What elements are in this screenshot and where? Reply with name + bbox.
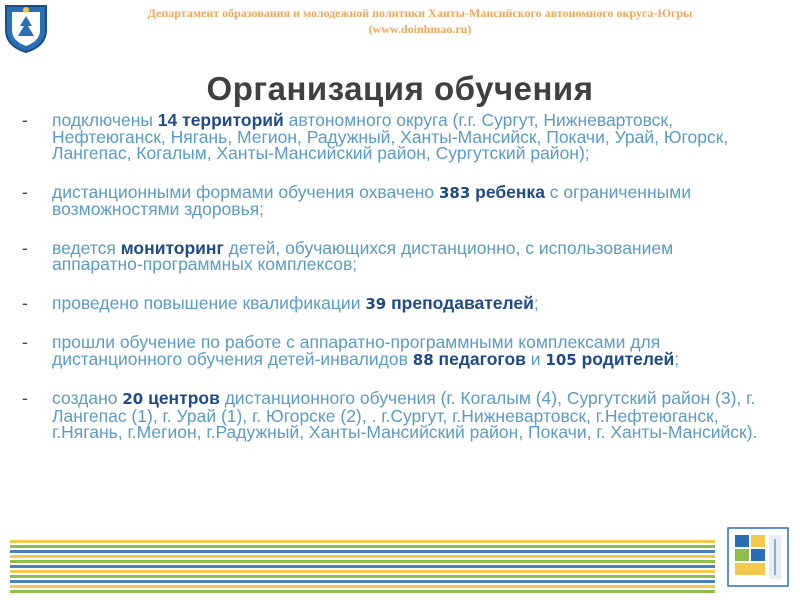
coat-of-arms-icon — [2, 2, 50, 54]
bullet-emphasis: родителей — [576, 348, 675, 369]
bullet-dash: - — [22, 388, 28, 408]
bullet-emphasis: преподавателей — [386, 292, 534, 313]
decorative-stripes — [10, 540, 715, 595]
decorative-stripe — [10, 555, 715, 558]
bullet-text: создано — [52, 388, 123, 408]
page-title: Организация обучения — [206, 70, 594, 107]
bullet-item — [22, 237, 767, 274]
bullet-text: и — [525, 348, 546, 369]
bullet-emphasis: мониторинг — [120, 237, 224, 258]
header-department: Департамент образования и молодежной политики Ханты-Мансийского автономного округа-Югры — [147, 6, 693, 20]
bullet-text: ; — [533, 292, 539, 313]
bullet-emphasis: педагогов — [433, 348, 526, 369]
decorative-stripe — [10, 540, 715, 543]
bullet-item — [22, 112, 767, 162]
bullet-dash: - — [22, 292, 28, 313]
bullet-text: проведено повышение квалификации — [52, 292, 366, 313]
bullet-number: 105 — [545, 350, 577, 369]
bullet-number: 39 — [365, 294, 387, 313]
bullet-item — [22, 390, 767, 441]
bullet-text: детей, обучающихся дистанционно, с использованием аппаратно-программных комплексов; — [52, 237, 674, 274]
decorative-stripe — [10, 565, 715, 568]
bullet-emphasis: 14 территорий — [157, 110, 284, 130]
bullet-dash: - — [22, 110, 28, 130]
decorative-stripe — [10, 575, 715, 578]
bullet-emphasis: центров — [143, 388, 220, 408]
decorative-stripe — [10, 590, 715, 593]
bullet-item — [22, 334, 767, 368]
bullet-text: подключены — [52, 110, 158, 130]
decorative-stripe — [10, 550, 715, 553]
bullet-text: дистанционными формами обучения охвачено — [52, 181, 439, 202]
decorative-stripe — [10, 585, 715, 588]
bullet-dash: - — [22, 237, 28, 258]
header-text — [95, 5, 745, 37]
bullet-text: ; — [674, 348, 680, 369]
decorative-stripe — [10, 570, 715, 573]
bullet-text: с ограниченными возможностями здоровья; — [52, 181, 691, 219]
header-website: (www.doinhmao.ru) — [368, 22, 472, 36]
decorative-stripe — [10, 580, 715, 583]
bullet-number: 20 — [122, 390, 144, 408]
bullet-text: дистанционного обучения (г. Когалым (4), Сургутский район (3), г. Лангепас (1), г. Урай (1), г. Югорске (2), . г.Сургут, г.Нижневартовск, г.Нефтеюганск, г.Нягань, г.Мегион, г.Радужный, Ханты-Мансийский район, Покачи, г. Ханты-Мансийск). — [52, 388, 758, 442]
decorative-stripe — [10, 560, 715, 563]
distance-education-logo-icon — [727, 527, 789, 587]
bullet-item — [22, 181, 767, 219]
bullet-item — [22, 292, 767, 313]
bullet-text: автономного округа (г.г. Сургут, Нижневартовск, Нефтеюганск, Нягань, Мегион, Радужный, Ханты-Мансийск, Покачи, Урай, Югорск, Лангепас, Когалым, Ханты-Мансийский район, Сургутский район); — [52, 110, 729, 163]
bullet-emphasis: ребенка — [470, 181, 545, 202]
bullet-text: прошли обучение по работе с аппаратно-программными комплексами для дистанционного обучения детей-инвалидов — [52, 332, 661, 369]
bullet-text: ведется — [52, 237, 121, 258]
bullet-number: 383 — [438, 183, 471, 202]
bullet-dash: - — [22, 332, 28, 352]
decorative-stripe — [10, 545, 715, 548]
bullet-dash: - — [22, 181, 28, 202]
bullet-list — [22, 112, 767, 463]
bullet-number: 88 — [412, 350, 434, 369]
